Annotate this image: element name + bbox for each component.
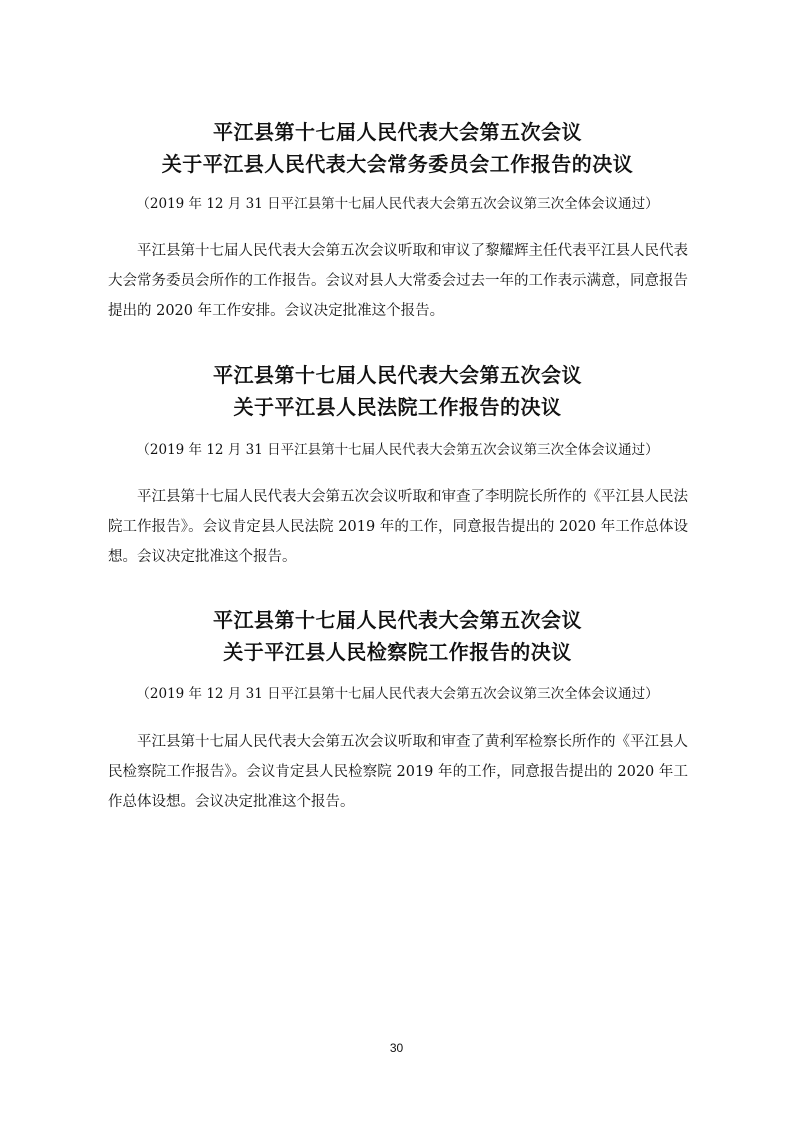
section-2-body: 平江县第十七届人民代表大会第五次会议听取和审查了李明院长所作的《平江县人民法院工作报告》。会议肯定县人民法院 2019 年的工作，同意报告提出的 2020 年工作总体设想。会议决定批准这个报告。 (108, 489, 688, 565)
section-2-title (100, 359, 695, 423)
section-title-line-2: 关于平江县人民代表大会常务委员会工作报告的决议 (161, 152, 634, 176)
section-3-title (100, 604, 695, 668)
section-1-title (100, 116, 695, 180)
section-3-body: 平江县第十七届人民代表大会第五次会议听取和审查了黄利军检察长所作的《平江县人民检察院工作报告》。会议肯定县人民检察院 2019 年的工作，同意报告提出的 2020 年工作总体设想。会议决定批准这个报告。 (108, 734, 688, 810)
section-title-line-1: 平江县第十七届人民代表大会第五次会议 (213, 608, 582, 632)
section-3-subtitle: （2019 年 12 月 31 日平江县第十七届人民代表大会第五次会议第三次全体会议通过） (136, 686, 659, 702)
section-1-subtitle: （2019 年 12 月 31 日平江县第十七届人民代表大会第五次会议第三次全体会议通过） (136, 196, 659, 212)
section-title-line-1: 平江县第十七届人民代表大会第五次会议 (213, 120, 582, 144)
section-1-body: 平江县第十七届人民代表大会第五次会议听取和审议了黎耀辉主任代表平江县人民代表大会常务委员会所作的工作报告。会议对县人大常委会过去一年的工作表示满意，同意报告提出的 2020 年工作安排。会议决定批准这个报告。 (108, 243, 688, 319)
page-number: 30 (389, 1041, 404, 1055)
section-title-line-1: 平江县第十七届人民代表大会第五次会议 (213, 363, 582, 387)
section-title-line-2: 关于平江县人民检察院工作报告的决议 (223, 640, 572, 664)
section-2-subtitle: （2019 年 12 月 31 日平江县第十七届人民代表大会第五次会议第三次全体会议通过） (136, 442, 659, 458)
section-title-line-2: 关于平江县人民法院工作报告的决议 (233, 395, 562, 419)
